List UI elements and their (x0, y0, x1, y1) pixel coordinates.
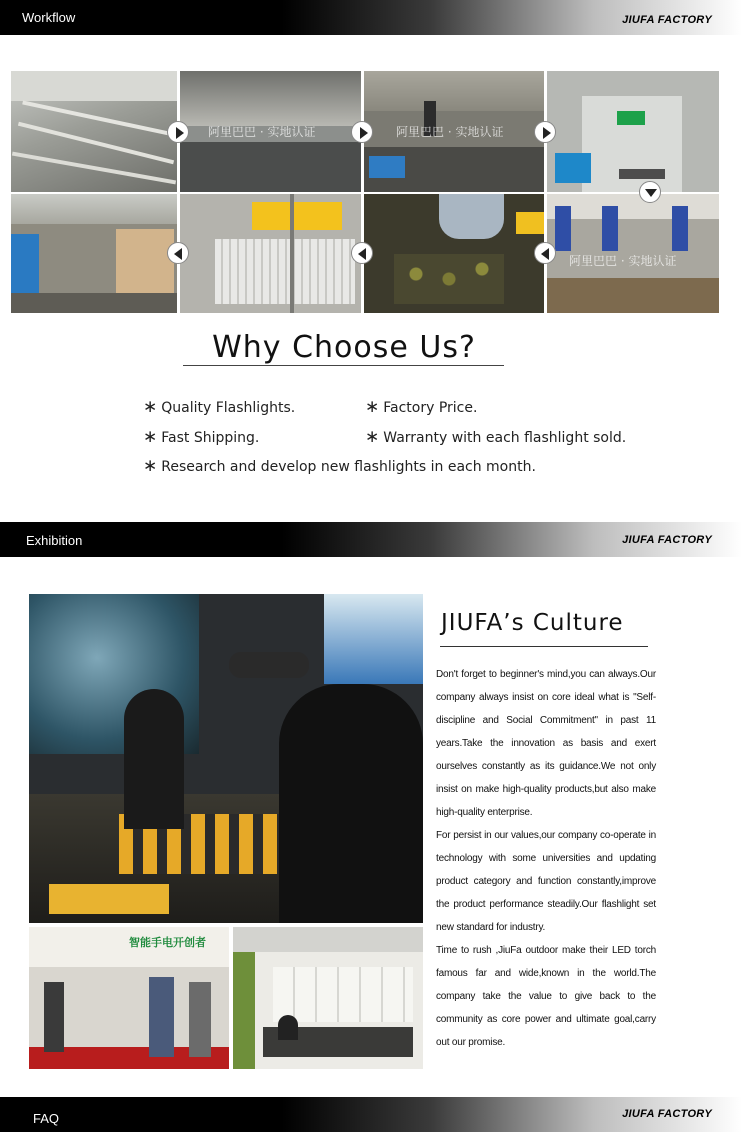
workflow-photo-materials (11, 71, 177, 192)
workflow-watermark-2: 阿里巴巴 · 实地认证 (396, 125, 504, 139)
exhibition-brand-label: JIUFA FACTORY (622, 534, 712, 546)
feature-item: ∗ Research and develop new flashlights in each month. (143, 456, 536, 476)
faq-brand-label: JIUFA FACTORY (622, 1108, 712, 1120)
why-choose-title: Why Choose Us? (212, 330, 476, 365)
workflow-watermark-1: 阿里巴巴 · 实地认证 (208, 125, 316, 139)
workflow-photo-workshop (364, 71, 544, 192)
flow-arrow-left-icon (167, 242, 189, 264)
workflow-photo-office (547, 194, 719, 313)
flow-arrow-right-icon (167, 121, 189, 143)
feature-item: ∗ Warranty with each flashlight sold. (365, 427, 627, 447)
feature-item: ∗ Factory Price. (365, 397, 478, 417)
flow-arrow-left-icon (534, 242, 556, 264)
workflow-photo-machine (547, 71, 719, 192)
workflow-watermark-3: 阿里巴巴 · 实地认证 (569, 254, 677, 268)
feature-item: ∗ Fast Shipping. (143, 427, 260, 447)
culture-underline (440, 646, 648, 647)
asterisk-bullet-icon: ∗ (143, 397, 158, 417)
asterisk-bullet-icon: ∗ (143, 456, 158, 476)
culture-paragraph: Time to rush ,JiuFa outdoor make their LED torch famous far and wide,known in the world.The company take the value to give back to the community as core power and ultimate goal,carry out our promise. (436, 945, 656, 1048)
flow-arrow-right-icon (351, 121, 373, 143)
workflow-brand-label: JIUFA FACTORY (622, 14, 712, 26)
faq-header-bar (0, 1097, 742, 1132)
flow-arrow-right-icon (534, 121, 556, 143)
feature-item: ∗ Quality Flashlights. (143, 397, 296, 417)
exhibition-section-label: Exhibition (26, 533, 83, 548)
exhibition-photo-booth-left (29, 927, 229, 1069)
workflow-photo-shelves (180, 194, 361, 313)
flow-arrow-down-icon (639, 181, 661, 203)
culture-paragraph: Don't forget to beginner's mind,you can always.Our company always insist on core ideal what is "Self-discipline and Social Commitment" in past 11 years.Take the innovation as basis and exert ourselves constantly as its guidance.We not only insist on make high-quality products,but also make high-quality enterprise. (436, 669, 656, 818)
exhibition-photo-booth-right (233, 927, 423, 1069)
workflow-photo-storage (11, 194, 177, 313)
exhibition-photo-main (29, 594, 423, 923)
exhibition-banner-text: 智能手电开创者 (129, 936, 206, 949)
workflow-section-label: Workflow (22, 10, 76, 25)
workflow-photo-warehouse (180, 71, 361, 192)
culture-title: JIUFA’s Culture (441, 610, 624, 636)
asterisk-bullet-icon: ∗ (143, 427, 158, 447)
culture-paragraph: For persist in our values,our company co-operate in technology with some universities and updating product category and function constantly,improve the product performance steadily.Our flashlight set new standard for industry. (436, 830, 656, 933)
workflow-header-bar (0, 0, 742, 35)
culture-body (436, 663, 656, 1054)
faq-section-label: FAQ (33, 1111, 60, 1126)
asterisk-bullet-icon: ∗ (365, 427, 380, 447)
workflow-photo-assembly (364, 194, 544, 313)
asterisk-bullet-icon: ∗ (365, 397, 380, 417)
why-choose-underline (183, 365, 504, 366)
flow-arrow-left-icon (351, 242, 373, 264)
exhibition-header-bar (0, 522, 742, 557)
